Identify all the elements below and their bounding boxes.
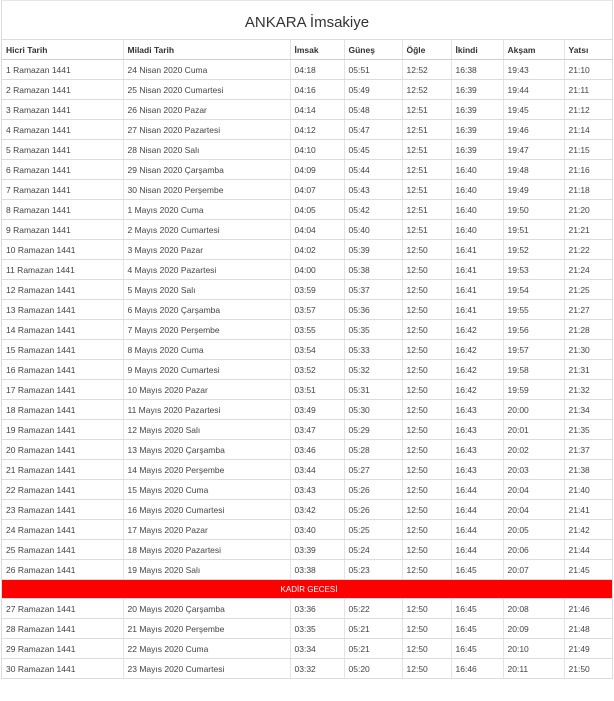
miladi-tarih-cell: 20 Mayıs 2020 Çarşamba: [123, 599, 290, 619]
ikindi-cell: 16:44: [451, 500, 503, 520]
gunes-cell: 05:40: [344, 220, 402, 240]
miladi-tarih-cell: 4 Mayıs 2020 Pazartesi: [123, 260, 290, 280]
ikindi-cell: 16:45: [451, 619, 503, 639]
imsak-cell: 03:47: [290, 420, 344, 440]
gunes-cell: 05:38: [344, 260, 402, 280]
hicri-tarih-cell: 25 Ramazan 1441: [2, 540, 123, 560]
imsak-cell: 03:59: [290, 280, 344, 300]
miladi-tarih-cell: 22 Mayıs 2020 Cuma: [123, 639, 290, 659]
gunes-cell: 05:27: [344, 460, 402, 480]
hicri-tarih-cell: 23 Ramazan 1441: [2, 500, 123, 520]
ikindi-cell: 16:42: [451, 340, 503, 360]
imsak-cell: 03:46: [290, 440, 344, 460]
imsak-cell: 04:00: [290, 260, 344, 280]
miladi-tarih-cell: 15 Mayıs 2020 Cuma: [123, 480, 290, 500]
imsak-cell: 03:36: [290, 599, 344, 619]
ogle-cell: 12:50: [402, 380, 451, 400]
gunes-cell: 05:35: [344, 320, 402, 340]
aksam-cell: 19:59: [503, 380, 564, 400]
table-row: [2, 599, 612, 619]
hicri-tarih-cell: 10 Ramazan 1441: [2, 240, 123, 260]
gunes-cell: 05:28: [344, 440, 402, 460]
ikindi-cell: 16:39: [451, 140, 503, 160]
table-row: [2, 180, 612, 200]
ogle-cell: 12:50: [402, 360, 451, 380]
gunes-cell: 05:49: [344, 80, 402, 100]
imsak-cell: 04:10: [290, 140, 344, 160]
ikindi-cell: 16:44: [451, 540, 503, 560]
ikindi-cell: 16:40: [451, 160, 503, 180]
ogle-cell: 12:52: [402, 80, 451, 100]
ikindi-cell: 16:42: [451, 360, 503, 380]
hicri-tarih-cell: 26 Ramazan 1441: [2, 560, 123, 580]
hicri-tarih-cell: 24 Ramazan 1441: [2, 520, 123, 540]
yatsi-cell: 21:41: [564, 500, 612, 520]
aksam-cell: 19:51: [503, 220, 564, 240]
imsak-cell: 04:18: [290, 60, 344, 80]
aksam-cell: 19:55: [503, 300, 564, 320]
ogle-cell: 12:50: [402, 260, 451, 280]
table-row: [2, 659, 612, 679]
hicri-tarih-cell: 15 Ramazan 1441: [2, 340, 123, 360]
gunes-cell: 05:26: [344, 480, 402, 500]
imsak-cell: 03:49: [290, 400, 344, 420]
kadir-gecesi-row: [2, 580, 612, 599]
hicri-tarih-cell: 11 Ramazan 1441: [2, 260, 123, 280]
miladi-tarih-cell: 24 Nisan 2020 Cuma: [123, 60, 290, 80]
yatsi-cell: 21:24: [564, 260, 612, 280]
table-row: [2, 360, 612, 380]
aksam-cell: 19:57: [503, 340, 564, 360]
ikindi-cell: 16:43: [451, 440, 503, 460]
miladi-tarih-cell: 26 Nisan 2020 Pazar: [123, 100, 290, 120]
aksam-cell: 19:50: [503, 200, 564, 220]
miladi-tarih-cell: 6 Mayıs 2020 Çarşamba: [123, 300, 290, 320]
imsak-cell: 03:32: [290, 659, 344, 679]
imsak-cell: 03:38: [290, 560, 344, 580]
ogle-cell: 12:52: [402, 60, 451, 80]
aksam-cell: 20:08: [503, 599, 564, 619]
yatsi-cell: 21:42: [564, 520, 612, 540]
header-imsak: İmsak: [290, 40, 344, 60]
miladi-tarih-cell: 18 Mayıs 2020 Pazartesi: [123, 540, 290, 560]
imsak-cell: 04:12: [290, 120, 344, 140]
hicri-tarih-cell: 19 Ramazan 1441: [2, 420, 123, 440]
aksam-cell: 20:07: [503, 560, 564, 580]
gunes-cell: 05:36: [344, 300, 402, 320]
yatsi-cell: 21:16: [564, 160, 612, 180]
gunes-cell: 05:45: [344, 140, 402, 160]
hicri-tarih-cell: 17 Ramazan 1441: [2, 380, 123, 400]
aksam-cell: 19:52: [503, 240, 564, 260]
imsak-cell: 03:52: [290, 360, 344, 380]
ogle-cell: 12:51: [402, 200, 451, 220]
aksam-cell: 20:06: [503, 540, 564, 560]
page-title: ANKARA İmsakiye: [2, 1, 612, 40]
ogle-cell: 12:50: [402, 440, 451, 460]
yatsi-cell: 21:21: [564, 220, 612, 240]
yatsi-cell: 21:18: [564, 180, 612, 200]
miladi-tarih-cell: 23 Mayıs 2020 Cumartesi: [123, 659, 290, 679]
imsak-cell: 04:02: [290, 240, 344, 260]
hicri-tarih-cell: 1 Ramazan 1441: [2, 60, 123, 80]
gunes-cell: 05:21: [344, 639, 402, 659]
hicri-tarih-cell: 27 Ramazan 1441: [2, 599, 123, 619]
aksam-cell: 19:47: [503, 140, 564, 160]
yatsi-cell: 21:30: [564, 340, 612, 360]
ikindi-cell: 16:43: [451, 420, 503, 440]
miladi-tarih-cell: 2 Mayıs 2020 Cumartesi: [123, 220, 290, 240]
aksam-cell: 19:45: [503, 100, 564, 120]
hicri-tarih-cell: 2 Ramazan 1441: [2, 80, 123, 100]
ikindi-cell: 16:44: [451, 480, 503, 500]
miladi-tarih-cell: 13 Mayıs 2020 Çarşamba: [123, 440, 290, 460]
ikindi-cell: 16:41: [451, 260, 503, 280]
imsak-cell: 03:35: [290, 619, 344, 639]
gunes-cell: 05:37: [344, 280, 402, 300]
yatsi-cell: 21:34: [564, 400, 612, 420]
aksam-cell: 19:54: [503, 280, 564, 300]
hicri-tarih-cell: 8 Ramazan 1441: [2, 200, 123, 220]
hicri-tarih-cell: 9 Ramazan 1441: [2, 220, 123, 240]
yatsi-cell: 21:32: [564, 380, 612, 400]
gunes-cell: 05:21: [344, 619, 402, 639]
table-row: [2, 80, 612, 100]
table-row: [2, 100, 612, 120]
ogle-cell: 12:50: [402, 400, 451, 420]
hicri-tarih-cell: 29 Ramazan 1441: [2, 639, 123, 659]
imsak-cell: 03:43: [290, 480, 344, 500]
yatsi-cell: 21:44: [564, 540, 612, 560]
miladi-tarih-cell: 27 Nisan 2020 Pazartesi: [123, 120, 290, 140]
ogle-cell: 12:50: [402, 639, 451, 659]
imsak-cell: 03:51: [290, 380, 344, 400]
ikindi-cell: 16:41: [451, 280, 503, 300]
ogle-cell: 12:50: [402, 659, 451, 679]
gunes-cell: 05:42: [344, 200, 402, 220]
table-row: [2, 380, 612, 400]
ogle-cell: 12:51: [402, 180, 451, 200]
yatsi-cell: 21:25: [564, 280, 612, 300]
imsakiye-panel: [1, 0, 613, 679]
table-row: [2, 540, 612, 560]
gunes-cell: 05:43: [344, 180, 402, 200]
ikindi-cell: 16:39: [451, 120, 503, 140]
ikindi-cell: 16:41: [451, 300, 503, 320]
imsak-cell: 04:14: [290, 100, 344, 120]
ogle-cell: 12:50: [402, 500, 451, 520]
ogle-cell: 12:50: [402, 619, 451, 639]
gunes-cell: 05:44: [344, 160, 402, 180]
miladi-tarih-cell: 30 Nisan 2020 Perşembe: [123, 180, 290, 200]
imsak-cell: 04:05: [290, 200, 344, 220]
yatsi-cell: 21:37: [564, 440, 612, 460]
yatsi-cell: 21:12: [564, 100, 612, 120]
ikindi-cell: 16:40: [451, 220, 503, 240]
ogle-cell: 12:50: [402, 340, 451, 360]
yatsi-cell: 21:35: [564, 420, 612, 440]
aksam-cell: 20:11: [503, 659, 564, 679]
ogle-cell: 12:50: [402, 480, 451, 500]
miladi-tarih-cell: 14 Mayıs 2020 Perşembe: [123, 460, 290, 480]
header-yatsi: Yatsı: [564, 40, 612, 60]
gunes-cell: 05:32: [344, 360, 402, 380]
gunes-cell: 05:22: [344, 599, 402, 619]
yatsi-cell: 21:28: [564, 320, 612, 340]
ikindi-cell: 16:40: [451, 200, 503, 220]
ogle-cell: 12:50: [402, 560, 451, 580]
imsak-cell: 04:07: [290, 180, 344, 200]
gunes-cell: 05:26: [344, 500, 402, 520]
table-row: [2, 220, 612, 240]
aksam-cell: 20:00: [503, 400, 564, 420]
ikindi-cell: 16:45: [451, 639, 503, 659]
table-row: [2, 120, 612, 140]
ogle-cell: 12:50: [402, 460, 451, 480]
hicri-tarih-cell: 4 Ramazan 1441: [2, 120, 123, 140]
table-row: [2, 560, 612, 580]
aksam-cell: 19:44: [503, 80, 564, 100]
yatsi-cell: 21:20: [564, 200, 612, 220]
table-row: [2, 60, 612, 80]
aksam-cell: 20:04: [503, 500, 564, 520]
yatsi-cell: 21:48: [564, 619, 612, 639]
imsak-cell: 04:04: [290, 220, 344, 240]
imsak-cell: 03:44: [290, 460, 344, 480]
imsak-cell: 03:42: [290, 500, 344, 520]
miladi-tarih-cell: 3 Mayıs 2020 Pazar: [123, 240, 290, 260]
hicri-tarih-cell: 22 Ramazan 1441: [2, 480, 123, 500]
gunes-cell: 05:29: [344, 420, 402, 440]
yatsi-cell: 21:49: [564, 639, 612, 659]
aksam-cell: 19:49: [503, 180, 564, 200]
miladi-tarih-cell: 11 Mayıs 2020 Pazartesi: [123, 400, 290, 420]
imsak-cell: 04:16: [290, 80, 344, 100]
table-row: [2, 500, 612, 520]
gunes-cell: 05:20: [344, 659, 402, 679]
ogle-cell: 12:50: [402, 420, 451, 440]
miladi-tarih-cell: 19 Mayıs 2020 Salı: [123, 560, 290, 580]
table-row: [2, 460, 612, 480]
hicri-tarih-cell: 5 Ramazan 1441: [2, 140, 123, 160]
ikindi-cell: 16:43: [451, 400, 503, 420]
table-row: [2, 520, 612, 540]
hicri-tarih-cell: 21 Ramazan 1441: [2, 460, 123, 480]
imsak-cell: 03:40: [290, 520, 344, 540]
miladi-tarih-cell: 17 Mayıs 2020 Pazar: [123, 520, 290, 540]
table-row: [2, 320, 612, 340]
ikindi-cell: 16:45: [451, 599, 503, 619]
hicri-tarih-cell: 13 Ramazan 1441: [2, 300, 123, 320]
table-row: [2, 300, 612, 320]
table-row: [2, 440, 612, 460]
header-aksam: Akşam: [503, 40, 564, 60]
imsak-cell: 03:54: [290, 340, 344, 360]
hicri-tarih-cell: 20 Ramazan 1441: [2, 440, 123, 460]
header-miladi-tarih: Miladi Tarih: [123, 40, 290, 60]
ikindi-cell: 16:41: [451, 240, 503, 260]
miladi-tarih-cell: 29 Nisan 2020 Çarşamba: [123, 160, 290, 180]
ogle-cell: 12:50: [402, 300, 451, 320]
table-row: [2, 240, 612, 260]
gunes-cell: 05:39: [344, 240, 402, 260]
imsak-cell: 03:57: [290, 300, 344, 320]
hicri-tarih-cell: 14 Ramazan 1441: [2, 320, 123, 340]
table-row: [2, 260, 612, 280]
ogle-cell: 12:51: [402, 140, 451, 160]
hicri-tarih-cell: 16 Ramazan 1441: [2, 360, 123, 380]
header-ikindi: İkindi: [451, 40, 503, 60]
yatsi-cell: 21:11: [564, 80, 612, 100]
aksam-cell: 19:43: [503, 60, 564, 80]
imsak-cell: 03:55: [290, 320, 344, 340]
hicri-tarih-cell: 6 Ramazan 1441: [2, 160, 123, 180]
aksam-cell: 19:53: [503, 260, 564, 280]
ikindi-cell: 16:42: [451, 380, 503, 400]
table-row: [2, 140, 612, 160]
table-row: [2, 480, 612, 500]
table-header-row: [2, 40, 612, 60]
ogle-cell: 12:51: [402, 220, 451, 240]
yatsi-cell: 21:10: [564, 60, 612, 80]
ogle-cell: 12:50: [402, 240, 451, 260]
yatsi-cell: 21:27: [564, 300, 612, 320]
header-gunes: Güneş: [344, 40, 402, 60]
ogle-cell: 12:50: [402, 599, 451, 619]
miladi-tarih-cell: 16 Mayıs 2020 Cumartesi: [123, 500, 290, 520]
ogle-cell: 12:50: [402, 320, 451, 340]
ikindi-cell: 16:45: [451, 560, 503, 580]
hicri-tarih-cell: 12 Ramazan 1441: [2, 280, 123, 300]
imsak-cell: 03:34: [290, 639, 344, 659]
yatsi-cell: 21:38: [564, 460, 612, 480]
table-row: [2, 639, 612, 659]
miladi-tarih-cell: 12 Mayıs 2020 Salı: [123, 420, 290, 440]
miladi-tarih-cell: 8 Mayıs 2020 Cuma: [123, 340, 290, 360]
imsak-cell: 03:39: [290, 540, 344, 560]
miladi-tarih-cell: 5 Mayıs 2020 Salı: [123, 280, 290, 300]
table-row: [2, 200, 612, 220]
ikindi-cell: 16:42: [451, 320, 503, 340]
ogle-cell: 12:51: [402, 120, 451, 140]
aksam-cell: 20:04: [503, 480, 564, 500]
gunes-cell: 05:23: [344, 560, 402, 580]
gunes-cell: 05:25: [344, 520, 402, 540]
ikindi-cell: 16:39: [451, 80, 503, 100]
yatsi-cell: 21:40: [564, 480, 612, 500]
gunes-cell: 05:48: [344, 100, 402, 120]
ogle-cell: 12:50: [402, 280, 451, 300]
yatsi-cell: 21:22: [564, 240, 612, 260]
aksam-cell: 20:05: [503, 520, 564, 540]
yatsi-cell: 21:46: [564, 599, 612, 619]
miladi-tarih-cell: 21 Mayıs 2020 Perşembe: [123, 619, 290, 639]
gunes-cell: 05:51: [344, 60, 402, 80]
ikindi-cell: 16:39: [451, 100, 503, 120]
ogle-cell: 12:50: [402, 520, 451, 540]
yatsi-cell: 21:14: [564, 120, 612, 140]
miladi-tarih-cell: 7 Mayıs 2020 Perşembe: [123, 320, 290, 340]
miladi-tarih-cell: 10 Mayıs 2020 Pazar: [123, 380, 290, 400]
gunes-cell: 05:24: [344, 540, 402, 560]
table-row: [2, 340, 612, 360]
table-row: [2, 420, 612, 440]
gunes-cell: 05:47: [344, 120, 402, 140]
imsak-cell: 04:09: [290, 160, 344, 180]
ikindi-cell: 16:38: [451, 60, 503, 80]
ogle-cell: 12:51: [402, 160, 451, 180]
yatsi-cell: 21:45: [564, 560, 612, 580]
header-ogle: Öğle: [402, 40, 451, 60]
gunes-cell: 05:31: [344, 380, 402, 400]
aksam-cell: 20:09: [503, 619, 564, 639]
ogle-cell: 12:51: [402, 100, 451, 120]
ikindi-cell: 16:44: [451, 520, 503, 540]
imsakiye-table: [2, 40, 612, 679]
miladi-tarih-cell: 25 Nisan 2020 Cumartesi: [123, 80, 290, 100]
table-row: [2, 400, 612, 420]
aksam-cell: 20:03: [503, 460, 564, 480]
hicri-tarih-cell: 18 Ramazan 1441: [2, 400, 123, 420]
ikindi-cell: 16:40: [451, 180, 503, 200]
miladi-tarih-cell: 1 Mayıs 2020 Cuma: [123, 200, 290, 220]
table-row: [2, 280, 612, 300]
miladi-tarih-cell: 9 Mayıs 2020 Cumartesi: [123, 360, 290, 380]
aksam-cell: 20:10: [503, 639, 564, 659]
aksam-cell: 19:58: [503, 360, 564, 380]
aksam-cell: 19:56: [503, 320, 564, 340]
yatsi-cell: 21:15: [564, 140, 612, 160]
ikindi-cell: 16:43: [451, 460, 503, 480]
hicri-tarih-cell: 7 Ramazan 1441: [2, 180, 123, 200]
aksam-cell: 19:46: [503, 120, 564, 140]
yatsi-cell: 21:31: [564, 360, 612, 380]
aksam-cell: 19:48: [503, 160, 564, 180]
hicri-tarih-cell: 3 Ramazan 1441: [2, 100, 123, 120]
table-row: [2, 160, 612, 180]
hicri-tarih-cell: 28 Ramazan 1441: [2, 619, 123, 639]
gunes-cell: 05:30: [344, 400, 402, 420]
ogle-cell: 12:50: [402, 540, 451, 560]
aksam-cell: 20:01: [503, 420, 564, 440]
miladi-tarih-cell: 28 Nisan 2020 Salı: [123, 140, 290, 160]
hicri-tarih-cell: 30 Ramazan 1441: [2, 659, 123, 679]
aksam-cell: 20:02: [503, 440, 564, 460]
gunes-cell: 05:33: [344, 340, 402, 360]
kadir-gecesi-label: KADİR GECESİ: [2, 580, 612, 599]
header-hicri-tarih: Hicri Tarih: [2, 40, 123, 60]
table-row: [2, 619, 612, 639]
yatsi-cell: 21:50: [564, 659, 612, 679]
ikindi-cell: 16:46: [451, 659, 503, 679]
